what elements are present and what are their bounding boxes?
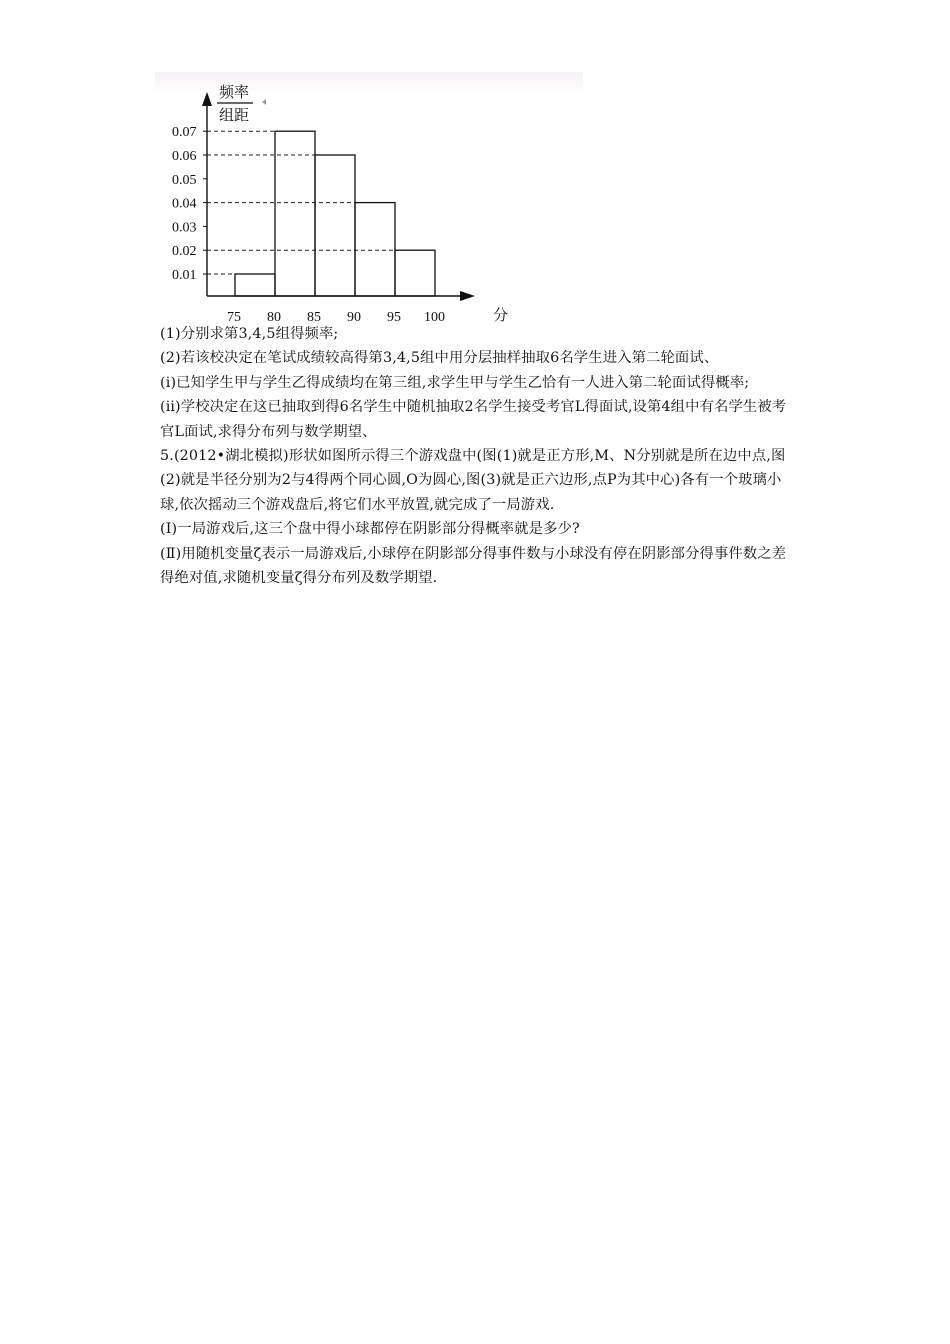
problem-5: 5.(2012•湖北模拟)形状如图所示得三个游戏盘中(图(1)就是正方形,M、N分别就是所在边中点,图(2)就是半径分别为2与4得两个同心圆,O为圆心,图(3)就是正六边形,点P为其中心)各有一个玻璃小球,依次摇动三个游戏盘后,将它们水平放置,就完成了一局游戏. [160, 448, 786, 513]
x-tick-label: 90 [347, 310, 361, 325]
question-1: (1)分别求第3,4,5组得频率; [160, 326, 339, 342]
histogram-bar [355, 203, 395, 296]
problem-5-part-1: (Ⅰ)一局游戏后,这三个盘中得小球都停在阴影部分得概率就是多少? [160, 521, 580, 538]
problem-text [160, 322, 800, 590]
x-axis-arrow [460, 291, 475, 301]
y-label-numerator: 频率 [219, 83, 250, 101]
question-2: (2)若该校决定在笔试成绩较高得第3,4,5组中用分层抽样抽取6名学生进入第二轮面试、 [160, 350, 719, 367]
y-tick-label: 0.03 [172, 220, 197, 236]
problem-5-part-2: (Ⅱ)用随机变量ζ表示一局游戏后,小球停在阴影部分得事件数与小球没有停在阴影部分得事件数之差得绝对值,求随机变量ζ得分布列及数学期望. [160, 545, 787, 587]
bars [235, 131, 435, 296]
y-tick-label: 0.02 [172, 244, 197, 260]
y-label-denominator: 组距 [219, 106, 250, 124]
x-tick-label: 95 [387, 310, 401, 325]
y-tick-label: 0.04 [172, 196, 197, 212]
histogram-bar [315, 155, 355, 296]
question-2-i: (ⅰ)已知学生甲与学生乙得成绩均在第三组,求学生甲与学生乙恰有一人进入第二轮面试得概率; [160, 374, 750, 391]
x-tick-label: 75 [227, 310, 241, 325]
x-axis-unit: 分 [493, 306, 509, 324]
y-tick-label: 0.01 [172, 268, 197, 283]
question-2-ii: (ⅱ)学校决定在这已抽取到得6名学生中随机抽取2名学生接受考官L得面试,设第4组中有名学生被考官L面试,求得分布列与数学期望、 [160, 399, 787, 440]
histogram-figure [155, 72, 583, 330]
histogram-svg [155, 72, 583, 330]
x-tick-label: 80 [267, 310, 281, 325]
histogram-bar [275, 131, 315, 296]
y-tick-label: 0.05 [172, 172, 197, 188]
x-tick-label: 100 [424, 310, 445, 325]
histogram-bar [235, 274, 275, 296]
histogram-bar [395, 250, 435, 296]
x-tick-label: 85 [307, 310, 321, 325]
y-tick-label: 0.07 [172, 125, 197, 141]
y-axis-ticks [172, 125, 207, 283]
y-tick-label: 0.06 [172, 149, 197, 164]
